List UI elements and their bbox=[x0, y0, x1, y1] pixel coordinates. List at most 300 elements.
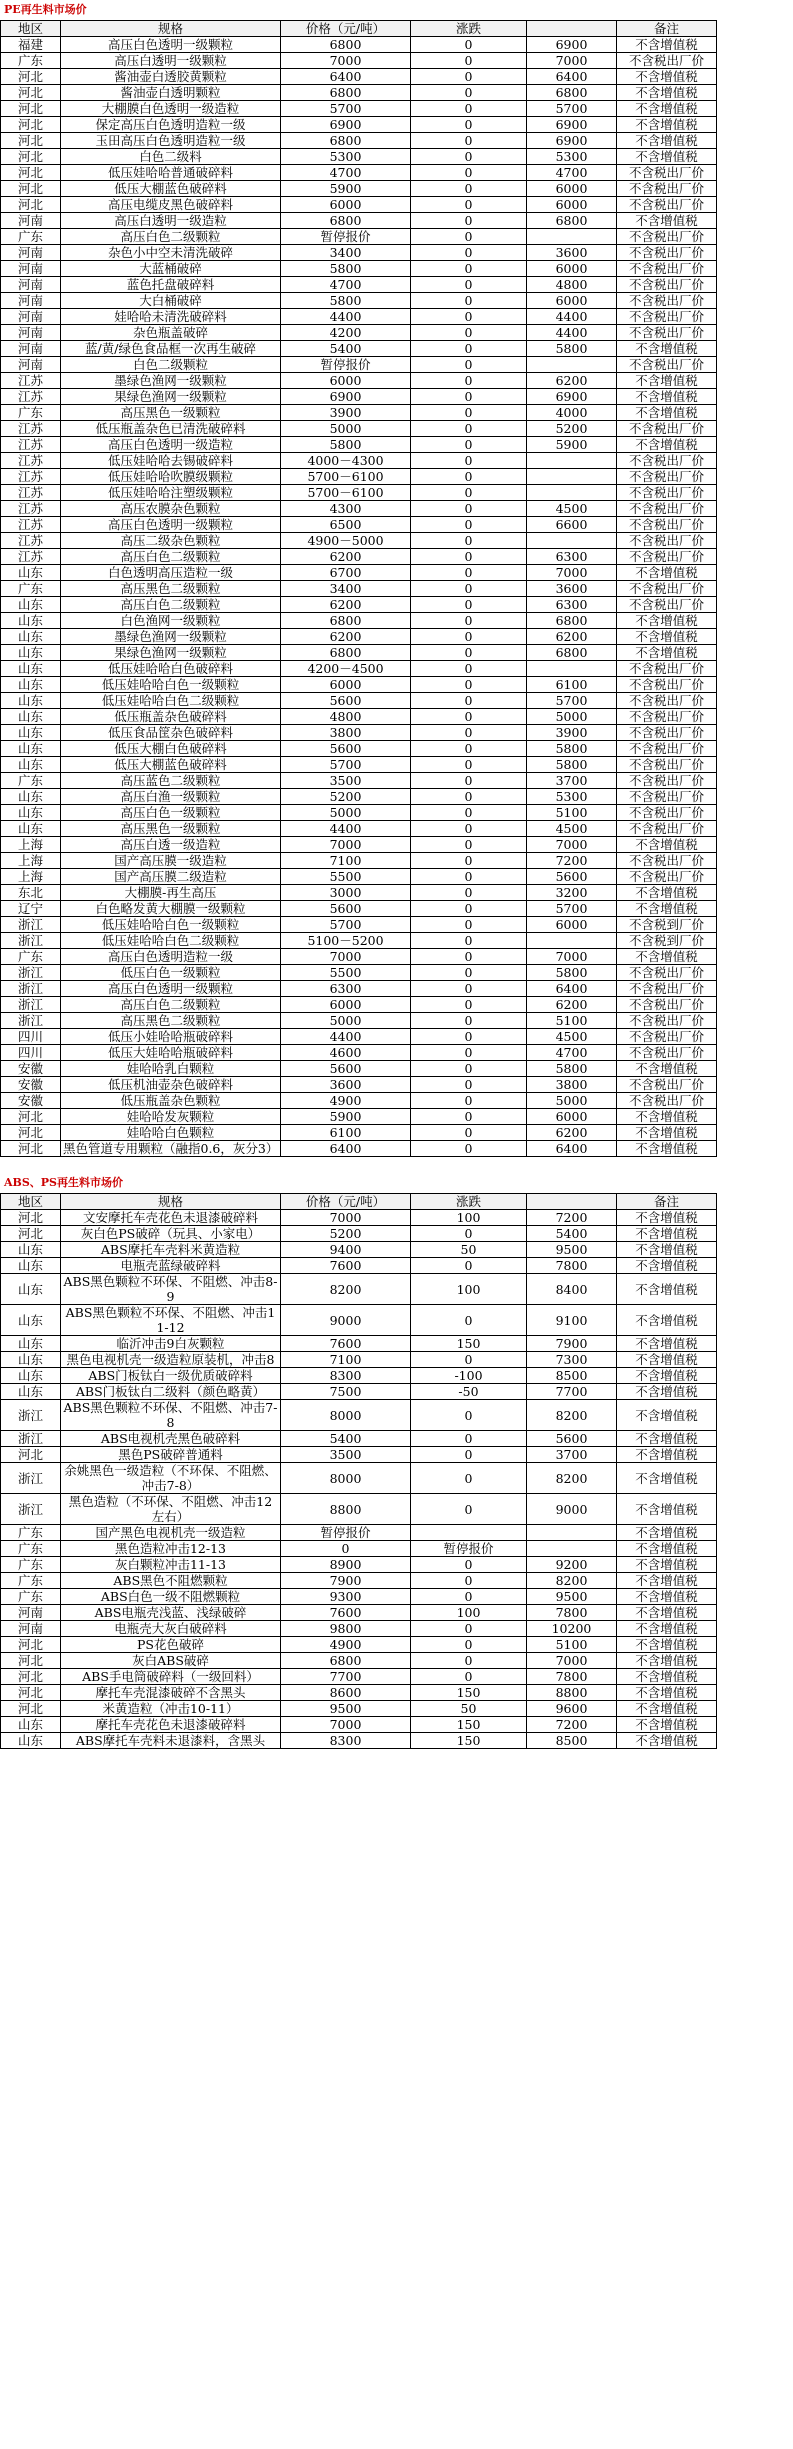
cell-region: 浙江 bbox=[1, 1013, 61, 1029]
cell-region: 浙江 bbox=[1, 1431, 61, 1447]
cell-note: 不含税出厂价 bbox=[617, 197, 717, 213]
cell-price: 7600 bbox=[281, 1258, 411, 1274]
cell-change: 0 bbox=[411, 773, 527, 789]
cell-note: 不含税出厂价 bbox=[617, 277, 717, 293]
cell-note: 不含增值税 bbox=[617, 389, 717, 405]
cell-spec: 高压白色二级颗粒 bbox=[61, 597, 281, 613]
table-row bbox=[1, 1210, 717, 1226]
cell-price: 5700 bbox=[281, 917, 411, 933]
table-row bbox=[1, 1573, 717, 1589]
cell-region: 河北 bbox=[1, 1109, 61, 1125]
cell-price: 5400 bbox=[281, 1431, 411, 1447]
cell-region: 河北 bbox=[1, 181, 61, 197]
cell-change: 0 bbox=[411, 997, 527, 1013]
cell-price: 8800 bbox=[281, 1494, 411, 1525]
cell-price: 7000 bbox=[281, 837, 411, 853]
cell-note: 不含税出厂价 bbox=[617, 821, 717, 837]
cell-spec: 玉田高压白色透明造粒一级 bbox=[61, 133, 281, 149]
cell-price-high: 7800 bbox=[527, 1605, 617, 1621]
cell-change: -50 bbox=[411, 1384, 527, 1400]
cell-change: 0 bbox=[411, 213, 527, 229]
table-row bbox=[1, 501, 717, 517]
cell-price-high: 9600 bbox=[527, 1701, 617, 1717]
cell-note: 不含增值税 bbox=[617, 1494, 717, 1525]
cell-price: 5200 bbox=[281, 1226, 411, 1242]
cell-region: 江苏 bbox=[1, 549, 61, 565]
table-row bbox=[1, 981, 717, 997]
cell-spec: ABS黑色不阻燃颗粒 bbox=[61, 1573, 281, 1589]
abs-table-body bbox=[1, 1210, 717, 1749]
cell-change: 0 bbox=[411, 869, 527, 885]
cell-spec: 高压二级杂色颗粒 bbox=[61, 533, 281, 549]
cell-price-high: 7000 bbox=[527, 837, 617, 853]
cell-spec: 高压白透明一级造粒 bbox=[61, 213, 281, 229]
cell-change: 0 bbox=[411, 501, 527, 517]
cell-spec: 低压白色一级颗粒 bbox=[61, 965, 281, 981]
cell-spec: 蓝色托盘破碎料 bbox=[61, 277, 281, 293]
cell-region: 江苏 bbox=[1, 389, 61, 405]
cell-note: 不含增值税 bbox=[617, 1653, 717, 1669]
cell-note: 不含增值税 bbox=[617, 1384, 717, 1400]
cell-price: 9000 bbox=[281, 1305, 411, 1336]
cell-region: 山东 bbox=[1, 1242, 61, 1258]
cell-change: 0 bbox=[411, 421, 527, 437]
cell-change: 0 bbox=[411, 1431, 527, 1447]
table-row bbox=[1, 149, 717, 165]
cell-price-high: 8800 bbox=[527, 1685, 617, 1701]
cell-region: 四川 bbox=[1, 1029, 61, 1045]
cell-change: 0 bbox=[411, 581, 527, 597]
cell-price-high: 5400 bbox=[527, 1226, 617, 1242]
cell-note: 不含增值税 bbox=[617, 133, 717, 149]
cell-spec: ABS门板钛白二级料（颜色略黄） bbox=[61, 1384, 281, 1400]
cell-price-high: 5700 bbox=[527, 693, 617, 709]
cell-change: 0 bbox=[411, 405, 527, 421]
cell-price-high: 3800 bbox=[527, 1077, 617, 1093]
cell-note: 不含税出厂价 bbox=[617, 1045, 717, 1061]
cell-spec: 国产高压膜二级造粒 bbox=[61, 869, 281, 885]
cell-region: 河南 bbox=[1, 277, 61, 293]
cell-price: 3000 bbox=[281, 885, 411, 901]
cell-note: 不含税出厂价 bbox=[617, 453, 717, 469]
cell-region: 浙江 bbox=[1, 917, 61, 933]
cell-note: 不含增值税 bbox=[617, 1400, 717, 1431]
cell-price-high: 9000 bbox=[527, 1494, 617, 1525]
table-row bbox=[1, 1685, 717, 1701]
cell-spec: 保定高压白色透明造粒一级 bbox=[61, 117, 281, 133]
table-row bbox=[1, 53, 717, 69]
cell-region: 山东 bbox=[1, 565, 61, 581]
cell-change: 0 bbox=[411, 1226, 527, 1242]
cell-price: 4400 bbox=[281, 821, 411, 837]
table-row bbox=[1, 1109, 717, 1125]
table-row bbox=[1, 165, 717, 181]
cell-price: 暂停报价 bbox=[281, 357, 411, 373]
cell-price: 4900 bbox=[281, 1093, 411, 1109]
cell-change: 0 bbox=[411, 1589, 527, 1605]
cell-price-high: 5800 bbox=[527, 965, 617, 981]
cell-note: 不含税出厂价 bbox=[617, 181, 717, 197]
table-row bbox=[1, 1336, 717, 1352]
cell-region: 河北 bbox=[1, 165, 61, 181]
table-row bbox=[1, 1447, 717, 1463]
cell-spec: 酱油壶白透明颗粒 bbox=[61, 85, 281, 101]
cell-price: 4400 bbox=[281, 1029, 411, 1045]
cell-change: 0 bbox=[411, 1573, 527, 1589]
cell-region: 广东 bbox=[1, 1589, 61, 1605]
cell-note: 不含增值税 bbox=[617, 1605, 717, 1621]
cell-price-high bbox=[527, 533, 617, 549]
pe-table-body bbox=[1, 37, 717, 1157]
table-row bbox=[1, 581, 717, 597]
cell-change: 0 bbox=[411, 197, 527, 213]
table-row bbox=[1, 1463, 717, 1494]
cell-price-high: 5200 bbox=[527, 421, 617, 437]
cell-region: 山东 bbox=[1, 597, 61, 613]
table-row bbox=[1, 805, 717, 821]
cell-note: 不含税出厂价 bbox=[617, 325, 717, 341]
cell-price-high: 4700 bbox=[527, 1045, 617, 1061]
cell-price: 7900 bbox=[281, 1573, 411, 1589]
cell-change: 0 bbox=[411, 1621, 527, 1637]
cell-change: 0 bbox=[411, 181, 527, 197]
cell-note: 不含增值税 bbox=[617, 373, 717, 389]
cell-spec: 低压娃哈哈白色一级颗粒 bbox=[61, 677, 281, 693]
cell-price: 6400 bbox=[281, 69, 411, 85]
table-row bbox=[1, 1125, 717, 1141]
cell-price: 5600 bbox=[281, 901, 411, 917]
cell-change: 0 bbox=[411, 69, 527, 85]
cell-price-high: 6600 bbox=[527, 517, 617, 533]
table-row bbox=[1, 1653, 717, 1669]
cell-price: 7100 bbox=[281, 1352, 411, 1368]
cell-change: 0 bbox=[411, 757, 527, 773]
cell-price: 6200 bbox=[281, 597, 411, 613]
cell-price-high: 6400 bbox=[527, 69, 617, 85]
table-row bbox=[1, 933, 717, 949]
cell-price: 5200 bbox=[281, 789, 411, 805]
cell-price-high: 7000 bbox=[527, 1653, 617, 1669]
cell-price: 5500 bbox=[281, 869, 411, 885]
cell-note: 不含税出厂价 bbox=[617, 757, 717, 773]
cell-region: 辽宁 bbox=[1, 901, 61, 917]
cell-price: 6000 bbox=[281, 197, 411, 213]
table-row bbox=[1, 1669, 717, 1685]
table-row bbox=[1, 101, 717, 117]
cell-change: 0 bbox=[411, 1494, 527, 1525]
cell-region: 安徽 bbox=[1, 1061, 61, 1077]
table-row bbox=[1, 1368, 717, 1384]
cell-region: 山东 bbox=[1, 1305, 61, 1336]
cell-spec: 摩托车壳花色未退漆破碎料 bbox=[61, 1717, 281, 1733]
table-row bbox=[1, 1077, 717, 1093]
cell-note: 不含增值税 bbox=[617, 1447, 717, 1463]
cell-price: 8000 bbox=[281, 1463, 411, 1494]
cell-note: 不含增值税 bbox=[617, 1352, 717, 1368]
cell-region: 山东 bbox=[1, 1336, 61, 1352]
cell-note: 不含增值税 bbox=[617, 437, 717, 453]
cell-note: 不含增值税 bbox=[617, 885, 717, 901]
cell-price-high: 5000 bbox=[527, 1093, 617, 1109]
cell-region: 河南 bbox=[1, 325, 61, 341]
cell-price-high: 9200 bbox=[527, 1557, 617, 1573]
cell-change: 0 bbox=[411, 1077, 527, 1093]
cell-region: 山东 bbox=[1, 645, 61, 661]
cell-spec: 高压白色二级颗粒 bbox=[61, 549, 281, 565]
cell-region: 山东 bbox=[1, 1258, 61, 1274]
cell-spec: ABS黑色颗粒不环保、不阻燃、冲击7-8 bbox=[61, 1400, 281, 1431]
cell-price: 8900 bbox=[281, 1557, 411, 1573]
cell-note: 不含增值税 bbox=[617, 901, 717, 917]
cell-price: 4200－4500 bbox=[281, 661, 411, 677]
cell-note: 不含税出厂价 bbox=[617, 229, 717, 245]
cell-region: 浙江 bbox=[1, 997, 61, 1013]
cell-price: 6800 bbox=[281, 1653, 411, 1669]
cell-change: 0 bbox=[411, 1029, 527, 1045]
cell-region: 江苏 bbox=[1, 421, 61, 437]
header-region: 地区 bbox=[1, 21, 61, 37]
cell-price: 5900 bbox=[281, 181, 411, 197]
cell-spec: 低压娃哈哈白色二级颗粒 bbox=[61, 933, 281, 949]
cell-spec: 白色二级颗粒 bbox=[61, 357, 281, 373]
cell-price-high: 7900 bbox=[527, 1336, 617, 1352]
section-gap bbox=[0, 1157, 793, 1173]
cell-price: 3400 bbox=[281, 581, 411, 597]
cell-note: 不含增值税 bbox=[617, 949, 717, 965]
cell-price-high: 5000 bbox=[527, 709, 617, 725]
cell-spec: 高压白色二级颗粒 bbox=[61, 997, 281, 1013]
cell-spec: 国产高压膜一级造粒 bbox=[61, 853, 281, 869]
cell-price: 5300 bbox=[281, 149, 411, 165]
cell-price: 3600 bbox=[281, 1077, 411, 1093]
cell-note: 不含税出厂价 bbox=[617, 1029, 717, 1045]
cell-spec: 杂色小中空未清洗破碎 bbox=[61, 245, 281, 261]
cell-region: 河北 bbox=[1, 85, 61, 101]
cell-price-high: 6800 bbox=[527, 613, 617, 629]
cell-price-high bbox=[527, 1525, 617, 1541]
cell-spec: 娃哈哈未清洗破碎料 bbox=[61, 309, 281, 325]
cell-region: 河北 bbox=[1, 1685, 61, 1701]
cell-region: 广东 bbox=[1, 229, 61, 245]
cell-change: 0 bbox=[411, 1305, 527, 1336]
cell-note: 不含税出厂价 bbox=[617, 661, 717, 677]
cell-note: 不含税到厂价 bbox=[617, 933, 717, 949]
cell-spec: 酱油壶白透胶黄颗粒 bbox=[61, 69, 281, 85]
cell-region: 河北 bbox=[1, 117, 61, 133]
pe-section-title: PE再生料市场价 bbox=[4, 3, 87, 16]
cell-price-high: 5600 bbox=[527, 869, 617, 885]
cell-region: 安徽 bbox=[1, 1093, 61, 1109]
cell-note: 不含增值税 bbox=[617, 1525, 717, 1541]
cell-region: 山东 bbox=[1, 613, 61, 629]
header-spec: 规格 bbox=[61, 1194, 281, 1210]
table-row bbox=[1, 1258, 717, 1274]
table-row bbox=[1, 1242, 717, 1258]
cell-change: -100 bbox=[411, 1368, 527, 1384]
cell-price: 3500 bbox=[281, 1447, 411, 1463]
cell-change: 0 bbox=[411, 933, 527, 949]
cell-price: 5600 bbox=[281, 693, 411, 709]
cell-note: 不含税出厂价 bbox=[617, 869, 717, 885]
cell-region: 江苏 bbox=[1, 437, 61, 453]
cell-region: 河北 bbox=[1, 1669, 61, 1685]
table-row bbox=[1, 1637, 717, 1653]
cell-price-high: 3600 bbox=[527, 581, 617, 597]
table-row bbox=[1, 261, 717, 277]
cell-change: 0 bbox=[411, 1669, 527, 1685]
cell-price-high: 6300 bbox=[527, 597, 617, 613]
cell-change: 0 bbox=[411, 85, 527, 101]
cell-note: 不含增值税 bbox=[617, 837, 717, 853]
cell-spec: ABS摩托车壳料未退漆料，含黑头 bbox=[61, 1733, 281, 1749]
cell-region: 广东 bbox=[1, 1541, 61, 1557]
cell-region: 河北 bbox=[1, 1637, 61, 1653]
cell-region: 广东 bbox=[1, 581, 61, 597]
cell-change: 0 bbox=[411, 133, 527, 149]
cell-note: 不含税出厂价 bbox=[617, 709, 717, 725]
table-row bbox=[1, 629, 717, 645]
cell-price: 5800 bbox=[281, 261, 411, 277]
table-row bbox=[1, 85, 717, 101]
cell-note: 不含税出厂价 bbox=[617, 53, 717, 69]
cell-price-high: 5700 bbox=[527, 101, 617, 117]
cell-region: 河南 bbox=[1, 261, 61, 277]
cell-spec: 白色二级料 bbox=[61, 149, 281, 165]
cell-region: 山东 bbox=[1, 1352, 61, 1368]
cell-price: 7600 bbox=[281, 1336, 411, 1352]
cell-note: 不含增值税 bbox=[617, 1274, 717, 1305]
table-row bbox=[1, 245, 717, 261]
cell-region: 河北 bbox=[1, 1226, 61, 1242]
cell-price-high: 9100 bbox=[527, 1305, 617, 1336]
cell-price: 7000 bbox=[281, 1717, 411, 1733]
cell-change: 0 bbox=[411, 245, 527, 261]
cell-spec: 高压白色透明一级颗粒 bbox=[61, 37, 281, 53]
table-row bbox=[1, 1305, 717, 1336]
cell-spec: ABS门板钛白一级优质破碎料 bbox=[61, 1368, 281, 1384]
table-row bbox=[1, 869, 717, 885]
cell-change: 0 bbox=[411, 677, 527, 693]
cell-change: 0 bbox=[411, 549, 527, 565]
table-row bbox=[1, 1352, 717, 1368]
cell-spec: 灰白颗粒冲击11-13 bbox=[61, 1557, 281, 1573]
cell-price: 5500 bbox=[281, 965, 411, 981]
cell-price-high: 4500 bbox=[527, 1029, 617, 1045]
cell-spec: 低压娃哈哈白色破碎料 bbox=[61, 661, 281, 677]
table-row bbox=[1, 917, 717, 933]
cell-price-high: 6900 bbox=[527, 37, 617, 53]
table-row bbox=[1, 213, 717, 229]
table-row bbox=[1, 1400, 717, 1431]
cell-price: 8600 bbox=[281, 1685, 411, 1701]
cell-spec: 低压大棚白色破碎料 bbox=[61, 741, 281, 757]
abs-section-title: ABS、PS再生料市场价 bbox=[4, 1176, 123, 1189]
cell-note: 不含税出厂价 bbox=[617, 597, 717, 613]
cell-note: 不含增值税 bbox=[617, 1621, 717, 1637]
table-row bbox=[1, 1494, 717, 1525]
cell-change: 0 bbox=[411, 741, 527, 757]
cell-spec: 白色略发黄大棚膜一级颗粒 bbox=[61, 901, 281, 917]
cell-price-high: 6000 bbox=[527, 181, 617, 197]
cell-note: 不含税出厂价 bbox=[617, 165, 717, 181]
cell-region: 江苏 bbox=[1, 469, 61, 485]
cell-price-high: 7800 bbox=[527, 1669, 617, 1685]
table-row bbox=[1, 965, 717, 981]
cell-price-high bbox=[527, 453, 617, 469]
cell-note: 不含增值税 bbox=[617, 1685, 717, 1701]
table-row bbox=[1, 1061, 717, 1077]
table-row bbox=[1, 1717, 717, 1733]
cell-note: 不含增值税 bbox=[617, 69, 717, 85]
cell-price-high: 4400 bbox=[527, 325, 617, 341]
cell-region: 河北 bbox=[1, 1447, 61, 1463]
cell-spec: 杂色瓶盖破碎 bbox=[61, 325, 281, 341]
cell-price-high: 6200 bbox=[527, 1125, 617, 1141]
cell-price-high: 8500 bbox=[527, 1368, 617, 1384]
cell-change: 0 bbox=[411, 613, 527, 629]
cell-price: 5000 bbox=[281, 421, 411, 437]
cell-note: 不含增值税 bbox=[617, 149, 717, 165]
cell-region: 山东 bbox=[1, 1384, 61, 1400]
cell-price-high: 6000 bbox=[527, 261, 617, 277]
cell-price-high: 5300 bbox=[527, 149, 617, 165]
cell-spec: ABS摩托车壳料米黄造粒 bbox=[61, 1242, 281, 1258]
cell-spec: ABS黑色颗粒不环保、不阻燃、冲击8-9 bbox=[61, 1274, 281, 1305]
cell-price: 6100 bbox=[281, 1125, 411, 1141]
cell-note: 不含税出厂价 bbox=[617, 421, 717, 437]
cell-change: 0 bbox=[411, 693, 527, 709]
cell-price-high: 3200 bbox=[527, 885, 617, 901]
cell-price: 4300 bbox=[281, 501, 411, 517]
cell-spec: 电瓶壳蓝绿破碎料 bbox=[61, 1258, 281, 1274]
cell-price-high: 8400 bbox=[527, 1274, 617, 1305]
table-row bbox=[1, 645, 717, 661]
table-row bbox=[1, 597, 717, 613]
cell-spec: 国产黑色电视机壳一级造粒 bbox=[61, 1525, 281, 1541]
cell-price-high: 9500 bbox=[527, 1589, 617, 1605]
table-row bbox=[1, 709, 717, 725]
cell-change: 0 bbox=[411, 149, 527, 165]
cell-price: 4400 bbox=[281, 309, 411, 325]
table-row bbox=[1, 773, 717, 789]
cell-note: 不含增值税 bbox=[617, 565, 717, 581]
table-row bbox=[1, 1093, 717, 1109]
cell-price-high: 6000 bbox=[527, 1109, 617, 1125]
cell-spec: 墨绿色渔网一级颗粒 bbox=[61, 373, 281, 389]
cell-note: 不含增值税 bbox=[617, 1210, 717, 1226]
cell-note: 不含税出厂价 bbox=[617, 1077, 717, 1093]
header-blank bbox=[527, 21, 617, 37]
cell-spec: 白色透明高压造粒一级 bbox=[61, 565, 281, 581]
abs-price-table bbox=[0, 1193, 717, 1749]
cell-spec: 低压瓶盖杂色已清洗破碎料 bbox=[61, 421, 281, 437]
cell-change: 0 bbox=[411, 661, 527, 677]
table-row bbox=[1, 741, 717, 757]
cell-change: 0 bbox=[411, 1093, 527, 1109]
pe-price-table bbox=[0, 20, 717, 1157]
cell-price-high: 6000 bbox=[527, 293, 617, 309]
cell-spec: 果绿色渔网一级颗粒 bbox=[61, 645, 281, 661]
cell-change: 0 bbox=[411, 965, 527, 981]
cell-spec: 低压大棚蓝色破碎料 bbox=[61, 757, 281, 773]
cell-spec: ABS电瓶壳浅蓝、浅绿破碎 bbox=[61, 1605, 281, 1621]
cell-spec: 白色渔网一级颗粒 bbox=[61, 613, 281, 629]
cell-spec: 文安摩托车壳花色未退漆破碎料 bbox=[61, 1210, 281, 1226]
cell-price-high: 4000 bbox=[527, 405, 617, 421]
cell-note: 不含税出厂价 bbox=[617, 245, 717, 261]
cell-spec: 低压小娃哈哈瓶破碎料 bbox=[61, 1029, 281, 1045]
cell-price-high: 5100 bbox=[527, 805, 617, 821]
